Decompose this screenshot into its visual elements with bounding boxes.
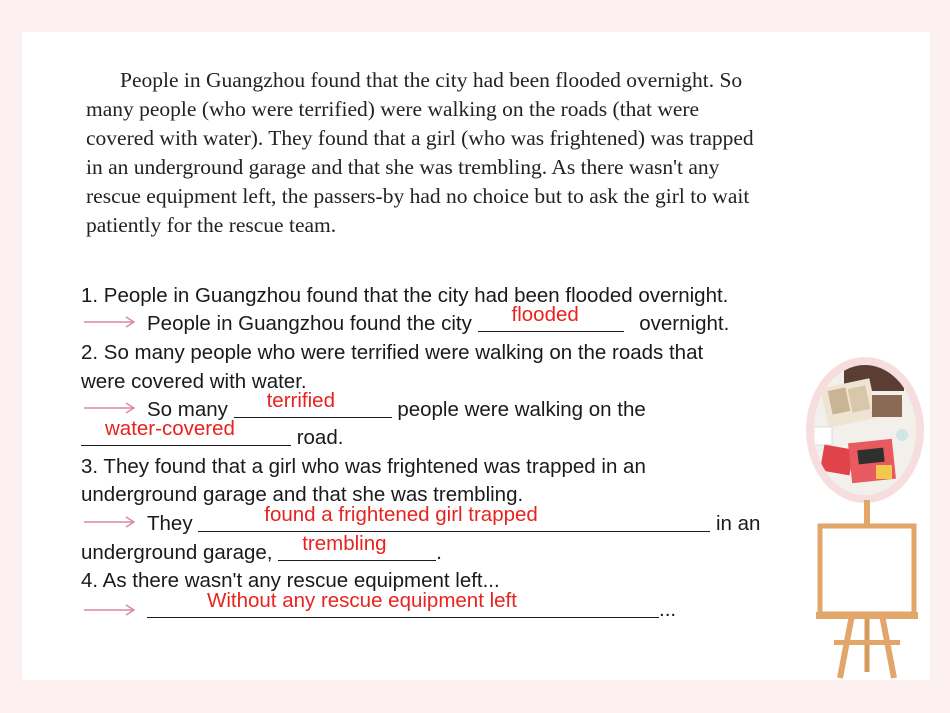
answer-blank-5[interactable]: [278, 532, 436, 561]
easel-icon: [812, 500, 922, 680]
answer-2b: water-covered: [105, 417, 235, 440]
answer-2a: terrified: [266, 389, 335, 412]
arrow-icon: [84, 402, 136, 414]
question-4-sentence: 4. As there wasn't any rescue equipment left...: [81, 569, 500, 592]
answer-3b: trembling: [302, 532, 387, 555]
arrow-icon: [84, 516, 136, 528]
answer-blank-6[interactable]: [147, 589, 659, 618]
arrow-icon: [84, 604, 136, 616]
answer-blank-4[interactable]: [198, 503, 710, 532]
question-3-sentence-line-1: 3. They found that a girl who was frightened was trapped in an: [81, 455, 646, 478]
answer-blank-3[interactable]: [81, 417, 291, 446]
question-2-rewrite-line-2: water-covered road.: [81, 425, 343, 451]
question-2-sentence-line-2: were covered with water.: [81, 370, 307, 393]
question-2-sentence-line-1: 2. So many people who were terrified were walking on the roads that: [81, 341, 704, 364]
answer-3a: found a frightened girl trapped: [264, 503, 538, 526]
reading-passage: [86, 66, 766, 240]
desk-photo-illustration: [814, 365, 916, 495]
answer-4: Without any rescue equipment left: [207, 589, 517, 612]
answer-blank-2[interactable]: [234, 389, 392, 418]
question-3-rewrite-line-1: They found a frightened girl trapped in an: [147, 503, 761, 535]
photo-badge: [814, 365, 916, 495]
question-3-sentence-line-2: underground garage and that she was trembling.: [81, 483, 524, 506]
question-2-rewrite-line-1: So many terrified people were walking on the: [147, 389, 646, 421]
question-3-rewrite-line-2: underground garage, trembling .: [81, 532, 442, 564]
answer-blank-1[interactable]: [478, 303, 624, 332]
question-1-rewrite: People in Guangzhou found the city flooded overnight.: [147, 303, 730, 335]
arrow-icon: [84, 316, 136, 328]
question-1-sentence: 1. People in Guangzhou found that the city had been flooded overnight.: [81, 284, 729, 307]
question-4-rewrite: Without any rescue equipment left ...: [147, 597, 676, 623]
passage-text: People in Guangzhou found that the city had been flooded overnight. So many people (who were terrified) were walking on the roads (that were covered with water). They found that a girl (who was frightened) was trapped in an underground garage and that she was trembling. As there wasn't any rescue equipment left, the passers-by had no choice but to ask the girl to wait patiently for the rescue team.: [86, 68, 754, 237]
answer-1: flooded: [511, 303, 579, 326]
